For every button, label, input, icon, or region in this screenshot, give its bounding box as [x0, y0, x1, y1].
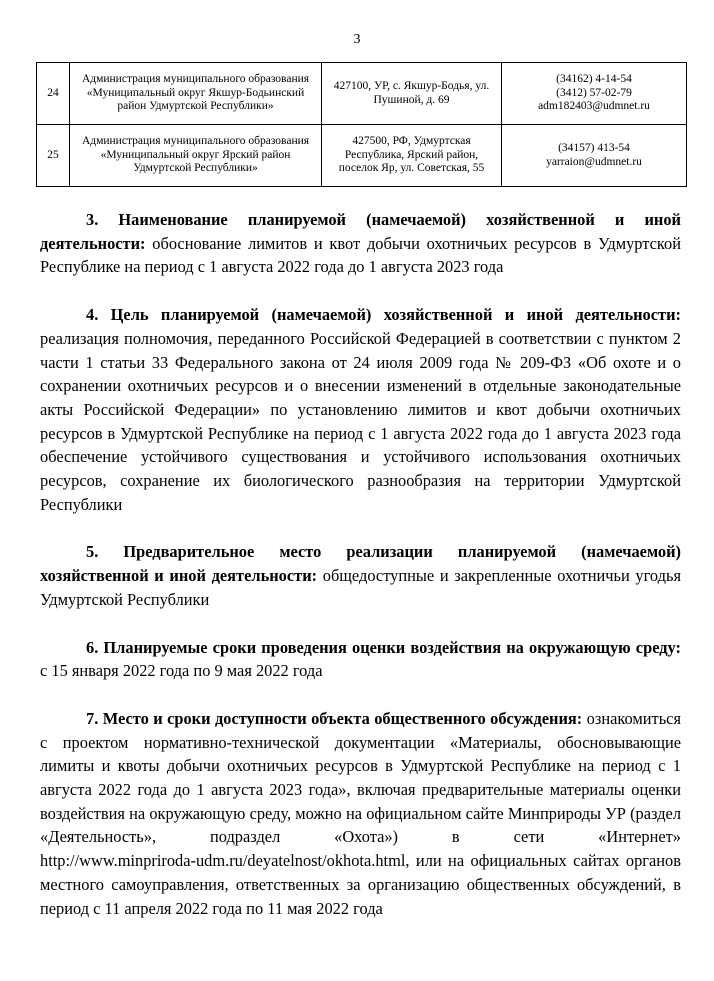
page-number: 3: [353, 32, 361, 47]
ministry-url-link[interactable]: http://www.minpriroda-udm.ru/deyatelnost/okhota.html: [40, 851, 406, 871]
email: yarraion@udmnet.ru: [546, 155, 642, 168]
document-body: [40, 208, 681, 944]
table-row: [37, 125, 687, 187]
section-discussion-place: [40, 707, 681, 920]
section-heading: 4. Цель планируемой (намечаемой) хозяйственной и иной деятельности:: [86, 305, 681, 325]
organizations-table: [36, 62, 687, 187]
phone: (34157) 413-54: [558, 142, 630, 154]
organization-name: Администрация муниципального образования «Муниципальный округ Ярский район Удмуртской Республики»: [70, 125, 322, 187]
section-text: обоснование лимитов и квот добычи охотничьих ресурсов в Удмуртской Республике на период с 1 августа 2022 года до 1 августа 2023 года: [40, 233, 681, 277]
section-heading: 7. Место и сроки доступности объекта общественного обсуждения:: [86, 708, 583, 728]
email: adm182403@udmnet.ru: [538, 100, 650, 113]
section-text: , или на официальных сайтах органов местного самоуправления, ответственных за организацию общественных обсуждений, в период с 11 апреля 2022 года по 11 мая 2022 года: [40, 851, 681, 918]
section-activity-goal: [40, 303, 681, 516]
organization-name: Администрация муниципального образования «Муниципальный округ Якшур-Бодьинский район Удмуртской Республики»: [70, 63, 322, 125]
section-text: ознакомиться с проектом нормативно-технической документации «Материалы, обосновывающие лимиты и квоты добычи охотничьих ресурсов в Удмуртской Республике на период с 1 августа 2022 года до 1 августа 2023 года», включая предварительные материалы оценки воздействия на окружающую среду, можно на официальном сайте Минприроды УР (раздел «Деятельность», подраздел «Охота») в сети «Интернет»: [40, 708, 681, 847]
row-number: 24: [37, 63, 70, 125]
section-text: реализация полномочия, переданного Российской Федерацией в соответствии с пунктом 2 части 1 статьи 33 Федерального закона от 24 июля 2009 года № 209-ФЗ «Об охоте и о сохранении охотничьих ресурсов и о внесении изменений в отдельные законодательные акты Российской Федерации» по установлению лимитов и квот добычи охотничьих ресурсов в Удмуртской Республике на период с 1 августа 2022 года до 1 августа 2023 года обеспечение устойчивого существования и устойчивого использования охотничьих ресурсов, сохранение их биологического разнообразия на территории Удмуртской Республики: [40, 328, 681, 514]
row-number: 25: [37, 125, 70, 187]
section-activity-name: [40, 208, 681, 279]
table-row: [37, 63, 687, 125]
section-activity-place: [40, 540, 681, 611]
section-heading: 5. Предварительное место реализации планируемой (намечаемой) хозяйственной и иной деятельности:: [40, 542, 681, 586]
organization-contacts: [502, 63, 687, 125]
phone: (3412) 57-02-79: [556, 86, 632, 99]
phone: (34162) 4-14-54: [556, 73, 632, 86]
section-heading: 6. Планируемые сроки проведения оценки воздействия на окружающую среду:: [86, 637, 681, 657]
section-heading: 3. Наименование планируемой (намечаемой) хозяйственной и иной деятельности:: [40, 210, 681, 253]
organization-address: 427100, УР, с. Якшур-Бодья, ул. Пушиной, д. 69: [322, 63, 502, 125]
section-assessment-dates: [40, 636, 681, 683]
organization-address: 427500, РФ, Удмуртская Республика, Ярский район, поселок Яр, ул. Советская, 55: [322, 125, 502, 187]
organization-contacts: [502, 125, 687, 187]
section-text: общедоступные и закрепленные охотничьи угодья Удмуртской Республики: [40, 566, 681, 609]
section-text: с 15 января 2022 года по 9 мая 2022 года: [40, 661, 323, 681]
